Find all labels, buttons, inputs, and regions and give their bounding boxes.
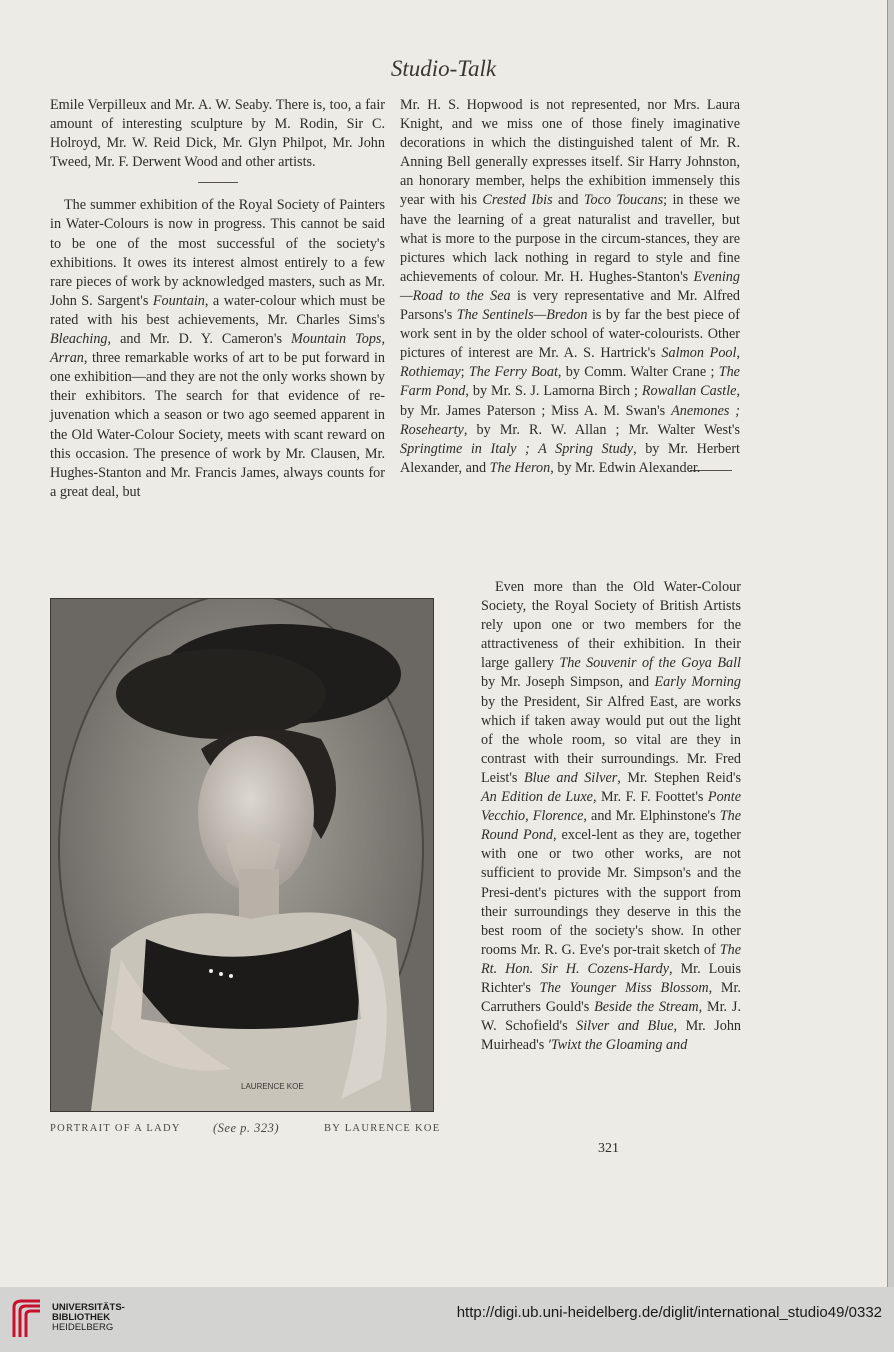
right-column-bottom — [481, 578, 741, 1055]
paragraph: Even more than the Old Water-Colour Society, the Royal Society of British Artists rely upon one or two members for the attractiveness of their exhibition. In their large gallery The Souvenir of the Goya Ball by Mr. Joseph Simpson, and Early Morning by the President, Sir Alfred East, are works which if taken away would put out the light of the whole room, so vital are they in contrast with their surroundings. Mr. Fred Leist's Blue and Silver, Mr. Stephen Reid's An Edition de Luxe, Mr. F. F. Foottet's Ponte Vecchio, Florence, and Mr. Elphinstone's The Round Pond, excel-lent as they are, together with one or two other works, are not sufficient to provide Mr. Simpson's and the Presi-dent's pictures with the support from their surroundings they deserve in this the best room of the society's show. In other rooms Mr. R. G. Eve's por-trait sketch of The Rt. Hon. Sir H. Cozens-Hardy, Mr. Louis Richter's The Younger Miss Blossom, Mr. Carruthers Gould's Beside the Stream, Mr. J. W. Schofield's Silver and Blue, Mr. John Muirhead's 'Twixt the Gloaming and — [481, 579, 742, 1054]
library-logo-icon — [10, 1297, 46, 1341]
caption-reference: (See p. 323) — [213, 1121, 280, 1135]
section-rule — [198, 182, 238, 183]
artist-signature: LAURENCE KOE — [241, 1082, 304, 1091]
right-column-top — [400, 96, 741, 476]
caption-title: PORTRAIT OF A LADY — [50, 1123, 181, 1134]
paragraph: Emile Verpilleux and Mr. A. W. Seaby. There is, too, a fair amount of interesting sculpture by M. Rodin, Sir C. Holroyd, Mr. W. Reid Dick, Mr. Glyn Philpot, Mr. John Tweed, Mr. F. Derwent Wood and other artists. — [50, 97, 385, 171]
left-column — [50, 96, 385, 502]
caption-artist: BY LAURENCE KOE — [324, 1123, 441, 1134]
footer-bar — [0, 1287, 894, 1352]
portrait-plate — [50, 598, 434, 1112]
source-url-link[interactable]: http://digi.ub.uni-heidelberg.de/diglit/international_studio49/0332 — [456, 1304, 882, 1321]
paragraph: The summer exhibition of the Royal Society of Painters in Water-Colours is now in progress. This cannot be said to be one of the most successful of the society's exhibitions. It owes its interest almost entirely to a few rare pieces of work by acknowledged masters, such as Mr. John S. Sargent's Fountain, a water-colour which must be rated with his best achievements, Mr. Charles Sims's Bleaching, and Mr. D. Y. Cameron's Mountain Tops, Arran, three remarkable works of art to be put forward in one exhibition—and they are not the only works shown by their exhibitors. The search for that evidence of re-juvenation which a season or two ago seemed apparent in the Old Water-Colour Society, meets with scant reward on this occasion. The presence of work by Mr. Clausen, Mr. Hughes-Stanton and Mr. Francis James, always counts for a great deal, but — [50, 197, 385, 500]
portrait-illustration — [51, 599, 433, 1111]
paragraph: Mr. H. S. Hopwood is not represented, nor Mrs. Laura Knight, and we miss one of those finely imaginative decorations in which the distinguished talent of Mr. R. Anning Bell generally expresses itself. Sir Harry Johnston, an honorary member, helps the exhibition immensely this year with his Crested Ibis and Toco Toucans; in these we have the learning of a great naturalist and traveller, but what is more to the purpose in the circum-stances, they are pictures which lack nothing in regard to style and fine achievements of colour. Mr. H. Hughes-Stanton's Evening—Road to the Sea is very representative and Mr. Alfred Parsons's The Sentinels—Bredon is by far the best piece of work sent in by the older school of water-colourists. Other pictures of interest are Mr. A. S. Hartrick's Salmon Pool, Rothiemay; The Ferry Boat, by Comm. Walter Crane ; The Farm Pond, by Mr. S. J. Lamorna Birch ; Rowallan Castle, by Mr. James Paterson ; Miss A. M. Swan's Anemones ; Rosehearty, by Mr. R. W. Allan ; Mr. Walter West's Springtime in Italy ; A Spring Study, by Mr. Herbert Alexander, and The Heron, by Mr. Edwin Alexander. — [400, 97, 741, 476]
running-title: Studio-Talk — [390, 56, 497, 81]
library-name: UNIVERSITÄTS- BIBLIOTHEK HEIDELBERG — [52, 1302, 125, 1333]
page-number: 321 — [598, 1141, 619, 1156]
